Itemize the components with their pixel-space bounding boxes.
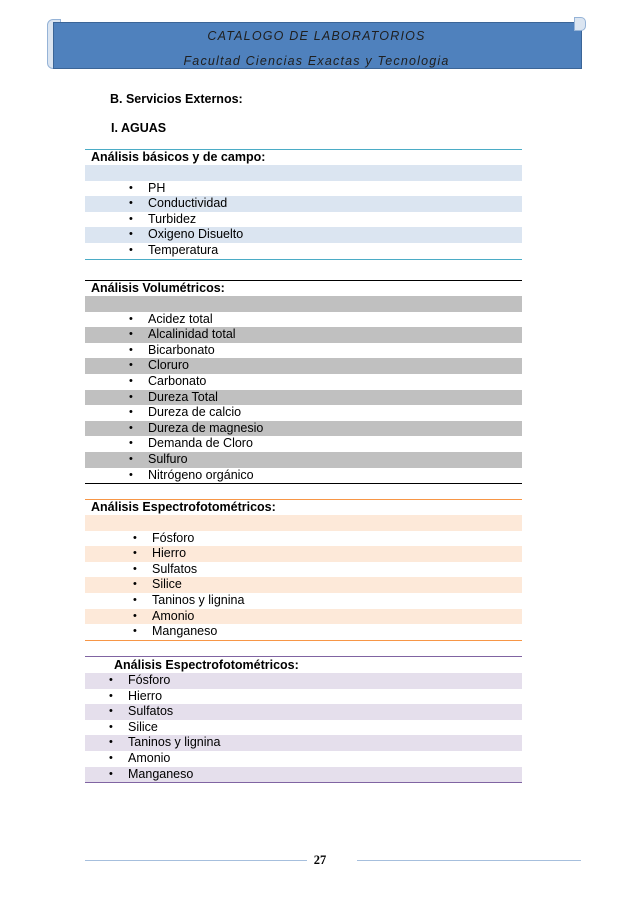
header-banner <box>47 17 586 67</box>
bullet-icon: • <box>109 767 113 780</box>
list-item: • Dureza de magnesio <box>85 421 522 437</box>
page-number: 27 <box>313 853 327 867</box>
list-item: • Turbidez <box>129 211 197 226</box>
list-item: • Temperatura <box>129 242 219 257</box>
table-volumetric-analyses <box>85 280 522 484</box>
section-heading-external-services: B. Servicios Externos: <box>110 92 243 106</box>
bullet-icon: • <box>129 468 133 481</box>
footer-rule-right <box>357 860 581 861</box>
list-item: • Manganeso <box>133 624 218 639</box>
bullet-icon: • <box>129 390 133 403</box>
list-item: • Silice <box>109 719 158 734</box>
bullet-icon: • <box>129 452 133 465</box>
list-item: • Nitrógeno orgánico <box>129 467 254 482</box>
list-item: • Taninos y lignina <box>85 735 522 751</box>
list-item: • Hierro <box>85 546 522 562</box>
list-item: • Bicarbonato <box>129 342 215 357</box>
table-spacer-row <box>85 296 522 312</box>
list-item: • Amonio <box>85 609 522 625</box>
bullet-icon: • <box>133 625 137 638</box>
catalog-title: CATALOGO DE LABORATORIOS <box>207 29 426 43</box>
bullet-icon: • <box>129 243 133 256</box>
bullet-icon: • <box>109 736 113 749</box>
faculty-subtitle: Facultad Ciencias Exactas y Tecnologia <box>183 54 450 68</box>
table-spectrophotometric-analyses-2 <box>85 656 522 783</box>
bullet-icon: • <box>129 181 133 194</box>
bullet-icon: • <box>129 437 133 450</box>
table-spacer-row <box>85 515 522 531</box>
bullet-icon: • <box>133 531 137 544</box>
list-item: • Cloruro <box>85 358 522 374</box>
bullet-icon: • <box>133 562 137 575</box>
list-item: • Sulfuro <box>85 452 522 468</box>
bullet-icon: • <box>109 720 113 733</box>
bullet-icon: • <box>129 312 133 325</box>
list-item: • Demanda de Cloro <box>129 436 253 451</box>
bullet-icon: • <box>129 228 133 241</box>
bullet-icon: • <box>109 689 113 702</box>
list-item: • Carbonato <box>129 373 207 388</box>
bullet-icon: • <box>129 343 133 356</box>
bullet-icon: • <box>129 374 133 387</box>
section-heading-waters: I. AGUAS <box>111 121 167 135</box>
footer-rule-left <box>85 860 307 861</box>
list-item: • Hierro <box>109 688 163 703</box>
bullet-icon: • <box>133 578 137 591</box>
list-item: • Alcalinidad total <box>85 327 522 343</box>
list-item: • Oxigeno Disuelto <box>85 227 522 243</box>
bullet-icon: • <box>133 593 137 606</box>
bullet-icon: • <box>133 547 137 560</box>
bullet-icon: • <box>129 421 133 434</box>
bullet-icon: • <box>133 609 137 622</box>
table-title: Análisis Espectrofotométricos: <box>91 500 276 514</box>
list-item: • Dureza de calcio <box>129 405 242 420</box>
table-title: Análisis Espectrofotométricos: <box>114 658 299 672</box>
table-title: Análisis Volumétricos: <box>91 281 225 295</box>
list-item: • Amonio <box>109 750 171 765</box>
list-item: • Sulfatos <box>85 704 522 720</box>
table-spectrophotometric-analyses-1 <box>85 499 522 641</box>
bullet-icon: • <box>129 212 133 225</box>
list-item: • Acidez total <box>129 311 213 326</box>
bullet-icon: • <box>129 197 133 210</box>
bullet-icon: • <box>129 328 133 341</box>
list-item: • Dureza Total <box>85 390 522 406</box>
list-item: • Manganeso <box>85 767 522 783</box>
bullet-icon: • <box>109 674 113 686</box>
table-basic-field-analyses <box>85 149 522 260</box>
list-item: • Silice <box>85 577 522 593</box>
list-item: • Sulfatos <box>133 561 198 576</box>
list-item: • PH <box>129 180 166 195</box>
list-item: • Fósforo <box>133 530 195 545</box>
list-item: • Fósforo <box>85 673 522 689</box>
table-spacer-row <box>85 165 522 181</box>
bullet-icon: • <box>129 359 133 372</box>
bullet-icon: • <box>109 751 113 764</box>
list-item: • Taninos y lignina <box>133 592 245 607</box>
table-title: Análisis básicos y de campo: <box>91 150 266 164</box>
bullet-icon: • <box>129 406 133 419</box>
list-item: • Conductividad <box>85 196 522 212</box>
bullet-icon: • <box>109 705 113 718</box>
